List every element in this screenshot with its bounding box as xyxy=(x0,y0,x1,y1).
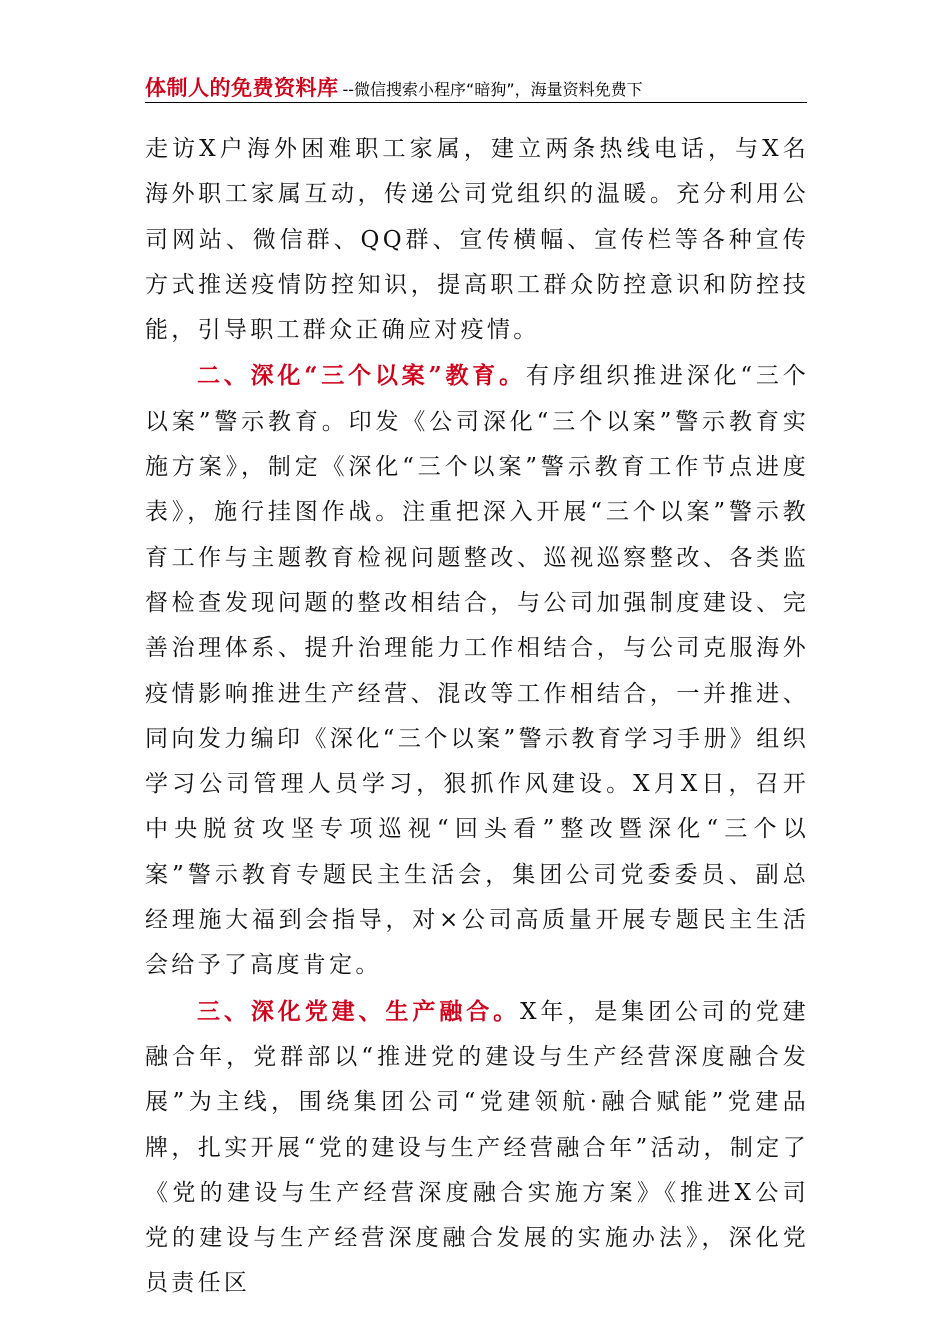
header-divider xyxy=(145,102,807,103)
header-subtitle: --微信搜索小程序“暗狗”，海量资料免费下 xyxy=(342,80,643,99)
paragraph-1: 走访X户海外困难职工家属，建立两条热线电话，与X名海外职工家属互动，传递公司党组织的温暖。充分利用公司网站、微信群、QQ群、宣传横幅、宣传栏等各种宣传方式推送疫情防控知识，提高职工群众防控意识和防控技能，引导职工群众正确应对疫情。 xyxy=(145,136,809,344)
paragraph-3 xyxy=(145,989,809,1307)
page-header xyxy=(145,72,807,104)
section-heading-3: 三、深化党建、生产融合。 xyxy=(197,997,521,1025)
paragraph-2 xyxy=(145,353,809,988)
paragraph-2-body: 有序组织推进深化“三个以案”警示教育。印发《公司深化“三个以案”警示教育实施方案》，制定《深化“三个以案”警示教育工作节点进度表》，施行挂图作战。注重把深入开展“三个以案”警示教育工作与主题教育检视问题整改、巡视巡察整改、各类监督检查发现问题的整改相结合，与公司加强制度建设、完善治理体系、提升治理能力工作相结合，与公司克服海外疫情影响推进生产经营、混改等工作相结合，一并推进、同向发力编印《深化“三个以案”警示教育学习手册》组织学习公司管理人员学习，狠抓作风建设。X月X日，召开中央脱贫攻坚专项巡视“回头看”整改暨深化“三个以案”警示教育专题民主生活会，集团公司党委委员、副总经理施大福到会指导，对×公司高质量开展专题民主生活会给予了高度肯定。 xyxy=(145,363,809,979)
header-brand: 体制人的免费资料库 xyxy=(145,76,339,100)
document-body xyxy=(145,127,809,1307)
section-heading-2: 二、深化“三个以案”教育。 xyxy=(197,362,526,390)
paragraph-3-body: X年，是集团公司的党建融合年，党群部以“推进党的建设与生产经营深度融合发展”为主线，围绕集团公司“党建领航·融合赋能”党建品牌，扎实开展“党的建设与生产经营融合年”活动，制定了《党的建设与生产经营深度融合实施方案》《推进X公司党的建设与生产经营深度融合发展的实施办法》，深化党员责任区 xyxy=(145,998,809,1297)
